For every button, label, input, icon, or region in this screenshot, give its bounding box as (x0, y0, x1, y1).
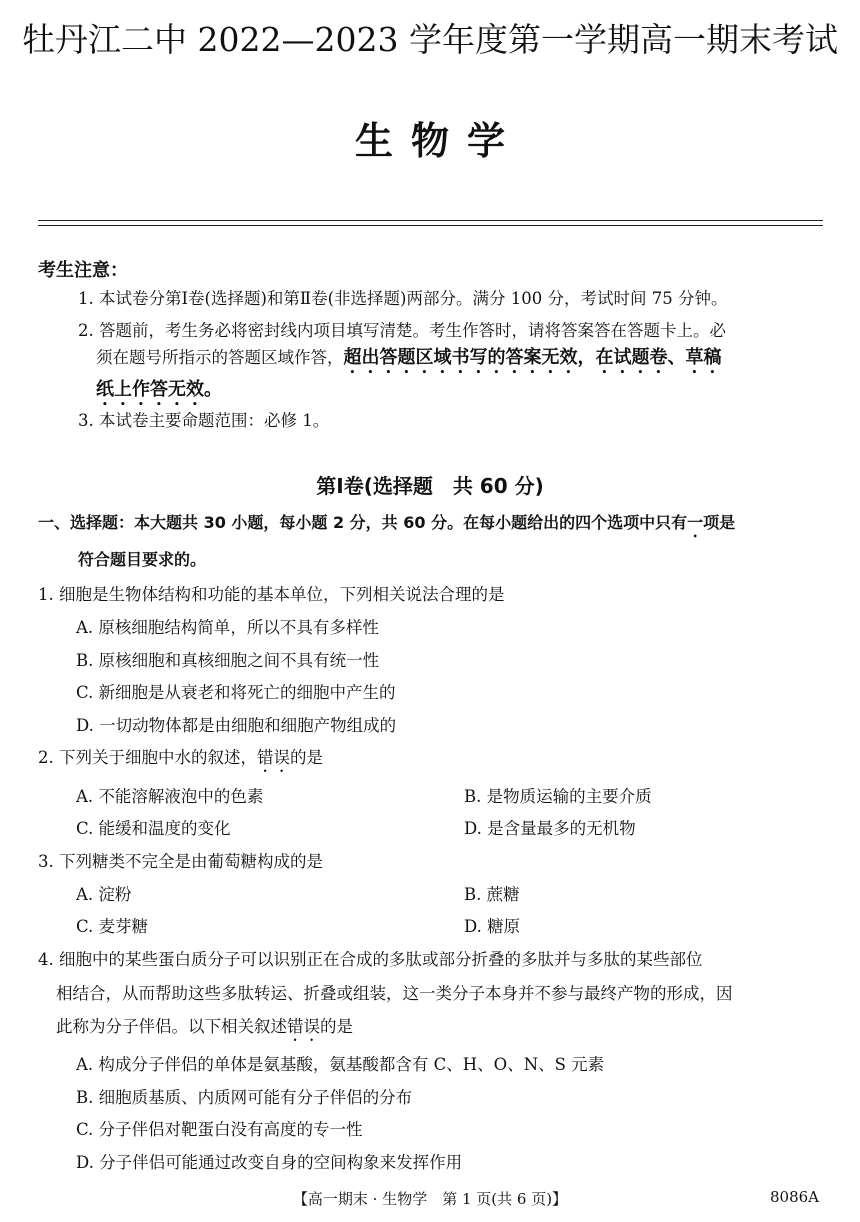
stem-text: 2. 下列关于细胞中水的叙述， (38, 748, 257, 767)
exam-title: 牡丹江二中 2022—2023 学年度第一学期高一期末考试 (22, 20, 838, 59)
option-b: B. 细胞质基质、内质网可能有分子伴侣的分布 (76, 1088, 413, 1107)
header-rule-bottom (38, 225, 823, 226)
emphasis-text: 在试题卷 (595, 347, 668, 368)
subject-title: 生物学 (354, 119, 523, 163)
option-a: A. 构成分子伴侣的单体是氨基酸，氨基酸都含有 C、H、O、N、S 元素 (76, 1055, 605, 1074)
stem-text: 的是 (290, 748, 323, 767)
notice-item-2-line-1: 2. 答题前，考生务必将密封线内项目填写清楚。考生作答时，请将答案答在答题卡上。必 (78, 321, 726, 340)
option-d: D. 是含量最多的无机物 (464, 819, 636, 838)
section-instructions-line-1 (38, 510, 735, 541)
question-stem: 1. 细胞是生物体结构和功能的基本单位，下列相关说法合理的是 (38, 585, 505, 604)
option-a: A. 淀粉 (76, 885, 132, 904)
stem-text: 的是 (320, 1017, 353, 1036)
option-d: D. 一切动物体都是由细胞和细胞产物组成的 (76, 716, 397, 735)
emphasis-text: 纸上作答无效 (96, 379, 204, 400)
option-c: C. 能缓和温度的变化 (76, 819, 231, 838)
punctuation: 。 (204, 379, 222, 400)
option-a: A. 原核细胞结构简单，所以不具有多样性 (76, 618, 379, 637)
question-stem-line-1: 4. 细胞中的某些蛋白质分子可以识别正在合成的多肽或部分折叠的多肽并与多肽的某些部位 (38, 950, 703, 969)
option-b: B. 是物质运输的主要介质 (464, 787, 652, 806)
question-stem (38, 744, 323, 776)
notice-item-3: 3. 本试卷主要命题范围：必修 1。 (78, 411, 330, 430)
section-instructions-line-2: 符合题目要求的。 (78, 550, 207, 569)
stem-text: 此称为分子伴侣。以下相关叙述 (56, 1017, 287, 1036)
question-stem-line-2: 相结合，从而帮助这些多肽转运、折叠或组装，这一类分子本身并不参与最终产物的形成，因 (56, 984, 733, 1003)
emphasis-text: 草稿 (685, 347, 722, 368)
instruction-text: 一、选择题：本大题共 30 小题，每小题 2 分，共 60 分。在每小题给出的四个选项中只有 (38, 513, 688, 532)
emphasis-text: 错误 (287, 1017, 320, 1036)
footer-page-label: 【高一期末 · 生物学 第 1 页(共 6 页)】 (292, 1190, 568, 1208)
emphasis-text: 超出答题区域书写的答案无效 (343, 347, 578, 368)
option-b: B. 原核细胞和真核细胞之间不具有统一性 (76, 651, 380, 670)
option-c: C. 麦芽糖 (76, 917, 149, 936)
instruction-text: 项是 (703, 513, 736, 532)
notice-text: 须在题号所指示的答题区域作答， (96, 348, 344, 367)
notice-item-2-line-2 (96, 346, 722, 378)
punctuation: 、 (667, 347, 686, 368)
emphasis-text: 一 (687, 513, 704, 532)
punctuation: ， (577, 347, 596, 368)
option-c: C. 新细胞是从衰老和将死亡的细胞中产生的 (76, 683, 396, 702)
option-a: A. 不能溶解液泡中的色素 (76, 787, 264, 806)
notice-item-2-line-3 (96, 378, 222, 410)
option-c: C. 分子伴侣对靶蛋白没有高度的专一性 (76, 1120, 363, 1139)
option-b: B. 蔗糖 (464, 885, 520, 904)
emphasis-text: 错误 (257, 748, 290, 767)
option-d: D. 糖原 (464, 917, 521, 936)
question-stem: 3. 下列糖类不完全是由葡萄糖构成的是 (38, 852, 323, 871)
notice-heading: 考生注意： (38, 260, 128, 281)
option-d: D. 分子伴侣可能通过改变自身的空间构象来发挥作用 (76, 1153, 463, 1172)
header-rule-top (38, 220, 823, 221)
section-title: 第Ⅰ卷(选择题 共 60 分) (316, 474, 544, 498)
footer-code: 8086A (770, 1188, 820, 1206)
question-stem-line-3 (56, 1013, 353, 1045)
notice-item-1: 1. 本试卷分第Ⅰ卷(选择题)和第Ⅱ卷(非选择题)两部分。满分 100 分，考试时间 75 分钟。 (78, 289, 728, 308)
